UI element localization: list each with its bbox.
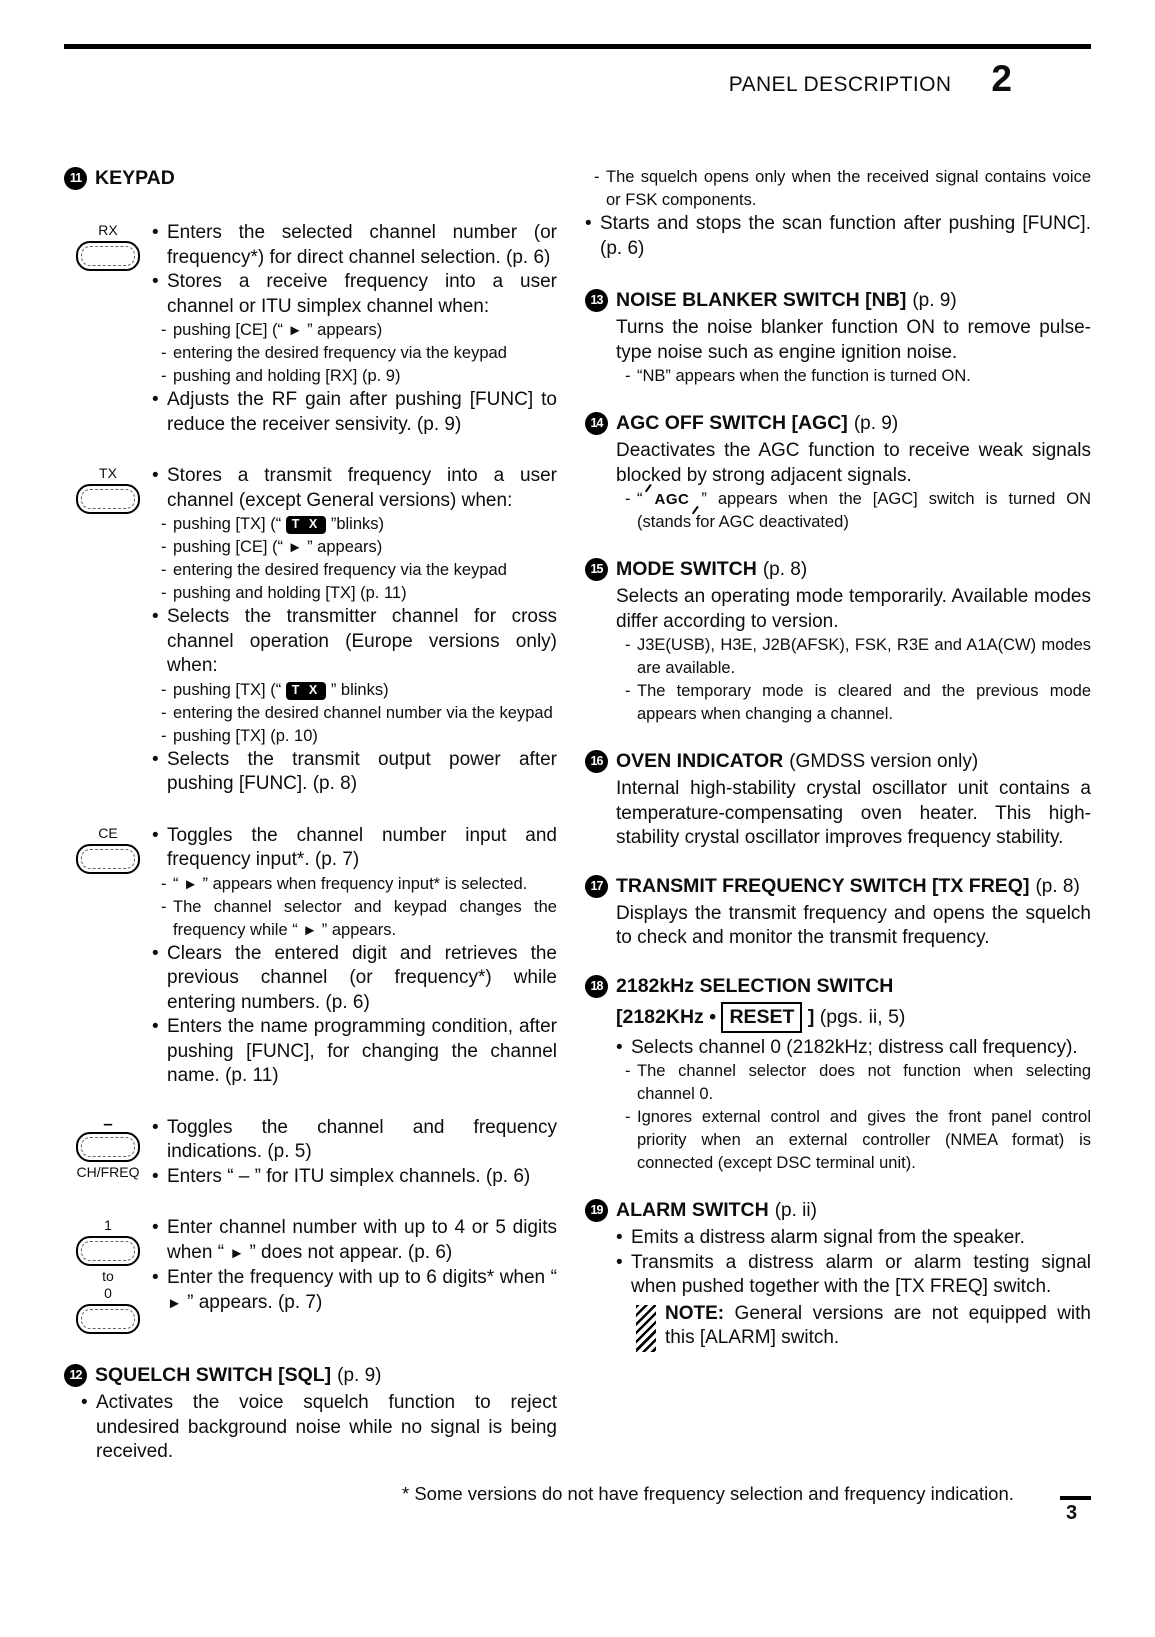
item-text bbox=[173, 582, 557, 605]
dash-marker: - bbox=[161, 680, 167, 699]
text-run: pushing [CE] (“ bbox=[173, 321, 288, 339]
keypad-row-text bbox=[152, 1216, 557, 1336]
text-run: “NB” appears when the function is turned ON. bbox=[637, 367, 971, 385]
text-run: Ignores external control and gives the front panel control priority when an external controller (NMEA format) is connected (except DSC terminal unit). bbox=[637, 1108, 1091, 1172]
text-run: ”blinks) bbox=[326, 515, 385, 533]
item-text bbox=[167, 1015, 557, 1089]
section-body bbox=[616, 777, 1091, 851]
list-item bbox=[616, 777, 1091, 851]
item-text bbox=[173, 319, 557, 342]
text-run: Adjusts the RF gain after pushing [FUNC] to reduce the receiver sensivity. (p. 9) bbox=[167, 389, 557, 435]
list-item bbox=[625, 1106, 1091, 1175]
list-item bbox=[616, 902, 1091, 951]
text-run: pushing [TX] (“ bbox=[173, 515, 286, 533]
dash-marker: - bbox=[161, 367, 167, 385]
item-text bbox=[631, 1036, 1091, 1061]
text-run: ” appears) bbox=[302, 538, 383, 556]
text-run: pushing [TX] (“ bbox=[173, 680, 286, 699]
dash-marker: - bbox=[594, 168, 600, 186]
section-heading bbox=[585, 874, 1091, 899]
section-heading bbox=[585, 288, 1091, 313]
item-text bbox=[173, 873, 557, 896]
list-item bbox=[152, 942, 557, 1016]
section-title: NOISE BLANKER SWITCH [NB] bbox=[616, 289, 907, 311]
page-number: 3 bbox=[1066, 1502, 1078, 1524]
list-item bbox=[152, 464, 557, 513]
numbered-section bbox=[585, 1198, 1091, 1352]
text-run: Selects the transmit output power after pushing [FUNC]. (p. 8) bbox=[167, 748, 557, 794]
keypad-row bbox=[64, 1216, 557, 1336]
list-item bbox=[161, 513, 557, 536]
section-page-ref: (p. 9) bbox=[853, 413, 899, 434]
arrow-right-indicator-icon: ► bbox=[167, 1294, 182, 1312]
list-item bbox=[152, 824, 557, 873]
bullet-marker: • bbox=[152, 222, 159, 243]
text-run: Activates the voice squelch function to reject undesired background noise while no signal is being received. bbox=[96, 1392, 557, 1462]
text-run: Selects the transmitter channel for cross channel operation (Europe versions only) when: bbox=[167, 606, 557, 676]
section-body bbox=[616, 902, 1091, 951]
header-rule bbox=[64, 44, 1091, 49]
item-text bbox=[167, 824, 557, 873]
list-item bbox=[161, 342, 557, 365]
bullet-marker: • bbox=[152, 1116, 159, 1138]
section-title: KEYPAD bbox=[95, 167, 175, 189]
item-text bbox=[167, 270, 557, 319]
key-label: CE bbox=[98, 824, 118, 841]
section-title: 2182kHz SELECTION SWITCH bbox=[616, 974, 894, 997]
text-run: entering the desired frequency via the keypad bbox=[173, 561, 507, 579]
item-text bbox=[96, 1391, 557, 1465]
list-item bbox=[616, 1251, 1091, 1300]
text-run: ” appears. (p. 7) bbox=[181, 1291, 323, 1313]
list-item bbox=[161, 319, 557, 342]
bullet-marker: • bbox=[152, 1165, 159, 1187]
text-run: Enters the name programming condition, after pushing [FUNC], for changing the channel name. (p. 11) bbox=[167, 1016, 557, 1086]
section-page-ref: (GMDSS version only) bbox=[789, 751, 979, 772]
text-run: Stores a transmit frequency into a user channel (except General versions) when: bbox=[167, 465, 557, 511]
item-number-badge: 15 bbox=[585, 558, 608, 581]
section-body bbox=[616, 1226, 1091, 1352]
ce-key-block bbox=[64, 824, 152, 1089]
dash-marker: - bbox=[161, 344, 167, 362]
keypad-row-text bbox=[152, 221, 557, 437]
item-text bbox=[167, 1216, 557, 1266]
text-run: The channel selector and keypad changes the frequency while “ bbox=[173, 897, 557, 939]
text-run: (pgs. ii, 5) bbox=[814, 1005, 906, 1028]
item-text bbox=[631, 1251, 1091, 1300]
numbered-section bbox=[585, 557, 1091, 726]
text-run: entering the desired frequency via the keypad bbox=[173, 344, 507, 362]
item-text bbox=[167, 748, 557, 797]
key-range-label: to bbox=[102, 1268, 114, 1284]
bullet-marker: • bbox=[585, 213, 592, 234]
list-item bbox=[625, 365, 1091, 388]
list-item bbox=[161, 702, 557, 725]
bullet-marker: • bbox=[152, 271, 159, 292]
dash-marker: - bbox=[625, 1062, 631, 1080]
text-run: entering the desired channel number via the keypad bbox=[173, 703, 553, 722]
ch-freq-key-block bbox=[64, 1113, 152, 1190]
text-run: Selects channel 0 (2182kHz; distress call frequency). bbox=[631, 1036, 1078, 1058]
section-title: ALARM SWITCH bbox=[616, 1199, 769, 1221]
page-header bbox=[729, 58, 1012, 100]
dash-marker: - bbox=[161, 321, 167, 339]
footnote: * Some versions do not have frequency selection and frequency indication. bbox=[402, 1483, 1014, 1504]
bold-text: ] bbox=[802, 1005, 815, 1028]
continued-items bbox=[585, 166, 1091, 261]
section-body bbox=[616, 585, 1091, 726]
text-run: ” appears) bbox=[302, 321, 383, 339]
item-text bbox=[637, 680, 1091, 726]
left-column bbox=[64, 166, 557, 1488]
dash-marker: - bbox=[161, 515, 167, 533]
tx-key-icon bbox=[76, 484, 140, 514]
ch-freq-key-icon bbox=[76, 1132, 140, 1162]
item-text bbox=[167, 388, 557, 437]
arrow-right-indicator-icon: ► bbox=[287, 322, 303, 339]
right-sections bbox=[585, 288, 1091, 1352]
numbered-section bbox=[585, 974, 1091, 1176]
text-run: Stores a receive frequency into a user channel or ITU simplex channel when: bbox=[167, 271, 557, 317]
bullet-marker: • bbox=[152, 1217, 159, 1238]
item-number-badge: 19 bbox=[585, 1199, 608, 1222]
list-item bbox=[152, 270, 557, 319]
arrow-right-indicator-icon: ► bbox=[229, 1244, 245, 1262]
item-text bbox=[167, 1116, 557, 1165]
list-item bbox=[152, 221, 557, 270]
note-hatch-icon bbox=[636, 1305, 656, 1352]
text-run: Toggles the channel number input and frequency input*. (p. 7) bbox=[167, 824, 557, 870]
list-item bbox=[616, 1226, 1091, 1251]
list-item bbox=[616, 439, 1091, 488]
section-body bbox=[616, 316, 1091, 388]
text-run: Emits a distress alarm signal from the speaker. bbox=[631, 1227, 1025, 1248]
page-number-rule bbox=[1060, 1496, 1091, 1500]
list-item bbox=[161, 536, 557, 559]
list-item bbox=[594, 166, 1091, 212]
item-text bbox=[665, 1302, 1091, 1352]
key-label: CH/FREQ bbox=[76, 1163, 140, 1180]
text-run: Enters the selected channel number (or frequency*) for direct channel selection. (p. 6) bbox=[167, 222, 557, 268]
dash-marker: - bbox=[625, 490, 631, 508]
item-number-badge: 11 bbox=[64, 167, 87, 190]
bullet-marker: • bbox=[152, 1016, 159, 1037]
text-run: Turns the noise blanker function ON to remove pulse-type noise such as engine ignition noise. bbox=[616, 317, 1091, 363]
ce-key-icon bbox=[76, 844, 140, 874]
text-run: pushing [TX] (p. 10) bbox=[173, 726, 318, 745]
item-text bbox=[173, 702, 557, 725]
text-run: Enter the frequency with up to 6 digits* when “ bbox=[167, 1267, 557, 1288]
text-run: Clears the entered digit and retrieves the previous channel (or frequency*) while entering numbers. (p. 6) bbox=[167, 942, 557, 1013]
text-run: ” appears when frequency input* is selected. bbox=[197, 874, 528, 893]
text-run: The squelch opens only when the received signal contains voice or FSK components. bbox=[606, 168, 1091, 209]
key-label: 1 bbox=[104, 1217, 112, 1233]
item-text bbox=[637, 634, 1091, 680]
item-text bbox=[637, 1106, 1091, 1175]
bullet-marker: • bbox=[152, 389, 159, 410]
text-run: Deactivates the AGC function to receive weak signals blocked by strong adjacent signals. bbox=[616, 440, 1091, 486]
text-run: Displays the transmit frequency and opens the squelch to check and monitor the transmit frequency. bbox=[616, 902, 1091, 948]
section-heading bbox=[585, 411, 1091, 436]
note-item bbox=[636, 1302, 1091, 1352]
keypad-row-text bbox=[152, 824, 557, 1089]
list-item bbox=[152, 1165, 557, 1190]
list-item bbox=[161, 582, 557, 605]
bold-text: NOTE: bbox=[665, 1302, 725, 1324]
list-item bbox=[161, 725, 557, 748]
page-header-title: PANEL DESCRIPTION bbox=[728, 73, 952, 96]
list-item bbox=[625, 634, 1091, 680]
bullet-marker: • bbox=[152, 942, 159, 964]
section-page-ref: (p. 8) bbox=[1035, 875, 1080, 897]
numbered-section bbox=[64, 1363, 557, 1465]
text-run: Enter channel number with up to 4 or 5 digits when “ bbox=[167, 1217, 557, 1263]
text-run: Internal high-stability crystal oscillator unit contains a temperature-compensating oven heater. This high-stability crystal oscillator improves frequency stability. bbox=[616, 778, 1091, 848]
item-text bbox=[173, 559, 557, 582]
item-number-badge: 12 bbox=[64, 1364, 87, 1387]
text-run: “ bbox=[637, 490, 643, 508]
tx-key-block bbox=[64, 464, 152, 797]
key-label: 0 bbox=[104, 1285, 112, 1301]
list-item bbox=[161, 896, 557, 942]
digit-1-key-icon bbox=[76, 1236, 140, 1266]
bullet-marker: • bbox=[616, 1251, 623, 1273]
arrow-right-indicator-icon: ► bbox=[183, 875, 198, 893]
text-run: Enters “ – ” for ITU simplex channels. (p. 6) bbox=[167, 1165, 531, 1187]
section-title: MODE SWITCH bbox=[616, 558, 757, 580]
key-label: RX bbox=[98, 222, 118, 238]
section-title: AGC OFF SWITCH [AGC] bbox=[616, 412, 848, 434]
text-run: “ bbox=[173, 874, 184, 893]
dash-marker: - bbox=[161, 538, 167, 556]
keypad-row bbox=[64, 1113, 557, 1190]
item-text bbox=[616, 585, 1091, 634]
text-run: The temporary mode is cleared and the previous mode appears when changing a channel. bbox=[637, 682, 1091, 723]
bullet-marker: • bbox=[152, 1267, 159, 1288]
section-page-ref: (p. ii) bbox=[774, 1200, 817, 1221]
section-heading bbox=[585, 974, 1091, 999]
list-item bbox=[625, 488, 1091, 534]
section-heading-line2 bbox=[616, 1002, 1091, 1033]
text-run: Starts and stops the scan function after pushing [FUNC]. (p. 6) bbox=[600, 213, 1091, 259]
item-text bbox=[173, 679, 557, 702]
text-run: Toggles the channel and frequency indications. (p. 5) bbox=[167, 1116, 557, 1162]
item-number-badge: 14 bbox=[585, 412, 608, 435]
item-text bbox=[167, 464, 557, 513]
list-item bbox=[585, 212, 1091, 261]
text-run: ” appears. bbox=[317, 920, 397, 939]
item-text bbox=[173, 725, 557, 748]
bullet-marker: • bbox=[152, 606, 159, 627]
arrow-right-indicator-icon: ► bbox=[287, 539, 303, 556]
numbered-section bbox=[585, 288, 1091, 388]
item-number-badge: 13 bbox=[585, 289, 608, 312]
list-item bbox=[152, 388, 557, 437]
section-title: OVEN INDICATOR bbox=[616, 750, 784, 772]
list-item bbox=[152, 1266, 557, 1316]
text-run: ” does not appear. (p. 6) bbox=[244, 1241, 453, 1263]
bullet-marker: • bbox=[81, 1392, 88, 1413]
list-item bbox=[616, 316, 1091, 365]
item-text bbox=[173, 536, 557, 559]
list-item bbox=[616, 585, 1091, 634]
reset-key-label: RESET bbox=[721, 1002, 802, 1033]
list-item bbox=[161, 365, 557, 388]
list-item bbox=[161, 873, 557, 896]
text-run: Transmits a distress alarm or alarm testing signal when pushed together with the [TX FREQ] switch. bbox=[631, 1251, 1091, 1297]
list-item bbox=[161, 679, 557, 702]
text-run: pushing and holding [TX] (p. 11) bbox=[173, 584, 407, 602]
keypad-row bbox=[64, 464, 557, 797]
item-text bbox=[637, 1060, 1091, 1106]
digit-keys-block bbox=[64, 1216, 152, 1336]
numbered-section bbox=[585, 411, 1091, 534]
section-page-ref: (p. 9) bbox=[337, 1365, 382, 1386]
item-text bbox=[173, 365, 557, 388]
tx-indicator-badge: T X bbox=[286, 682, 326, 700]
item-text bbox=[616, 777, 1091, 851]
item-text bbox=[600, 212, 1091, 261]
text-run: Selects an operating mode temporarily. Available modes differ according to version. bbox=[616, 586, 1091, 632]
item-text bbox=[173, 342, 557, 365]
list-item bbox=[152, 748, 557, 797]
text-run: ” appears when the [AGC] switch is turned ON (stands for AGC deactivated) bbox=[637, 490, 1091, 531]
dash-marker: - bbox=[161, 703, 167, 722]
item-text bbox=[637, 365, 1091, 388]
dash-marker: - bbox=[625, 636, 631, 654]
text-run: The channel selector does not function when selecting channel 0. bbox=[637, 1062, 1091, 1103]
dash-marker: - bbox=[161, 584, 167, 602]
section-page-ref: (p. 8) bbox=[762, 559, 808, 580]
item-text bbox=[173, 896, 557, 942]
chapter-number: 2 bbox=[991, 58, 1012, 99]
bullet-marker: • bbox=[616, 1036, 623, 1058]
bullet-marker: • bbox=[152, 748, 159, 770]
list-item bbox=[161, 559, 557, 582]
dash-marker: - bbox=[161, 726, 167, 745]
section-title: TRANSMIT FREQUENCY SWITCH [TX FREQ] bbox=[616, 874, 1030, 897]
text-run: pushing and holding [RX] (p. 9) bbox=[173, 367, 401, 385]
rx-key-icon bbox=[76, 241, 140, 271]
section-heading bbox=[64, 1363, 557, 1388]
text-run: J3E(USB), H3E, J2B(AFSK), FSK, R3E and A1A(CW) modes are available. bbox=[637, 636, 1091, 677]
arrow-right-indicator-icon: ► bbox=[302, 921, 318, 939]
section-page-ref: (p. 9) bbox=[912, 290, 957, 311]
keypad-rows bbox=[64, 221, 557, 1336]
item-number-badge: 18 bbox=[585, 975, 608, 998]
list-item bbox=[152, 605, 557, 679]
key-label: TX bbox=[99, 465, 117, 481]
agc-indicator: AGC bbox=[655, 488, 690, 511]
item-text bbox=[616, 902, 1091, 951]
text-run: General versions are not equipped with this [ALARM] switch. bbox=[665, 1302, 1091, 1348]
dash-marker: - bbox=[161, 874, 167, 893]
list-item bbox=[625, 1060, 1091, 1106]
list-item bbox=[152, 1015, 557, 1089]
item-text bbox=[631, 1226, 1091, 1251]
keypad-row-text bbox=[152, 1116, 557, 1190]
list-item bbox=[81, 1391, 557, 1465]
section-heading bbox=[585, 749, 1091, 774]
item-number-badge: 16 bbox=[585, 750, 608, 773]
numbered-section bbox=[585, 874, 1091, 951]
section-body bbox=[81, 1391, 557, 1465]
list-item bbox=[625, 680, 1091, 726]
dash-marker: - bbox=[161, 897, 167, 916]
section-heading bbox=[585, 1198, 1091, 1223]
bullet-marker: • bbox=[152, 824, 159, 846]
item-text bbox=[167, 221, 557, 270]
text-run: pushing [CE] (“ bbox=[173, 538, 288, 556]
minus-key-label: – bbox=[103, 1113, 113, 1133]
section-body bbox=[616, 439, 1091, 534]
item-text bbox=[606, 166, 1091, 212]
squelch-section bbox=[64, 1363, 557, 1465]
dash-marker: - bbox=[625, 367, 631, 385]
bold-text: [2182KHz • bbox=[616, 1005, 722, 1028]
list-item bbox=[152, 1216, 557, 1266]
item-text bbox=[167, 1266, 557, 1316]
text-run: ” blinks) bbox=[326, 680, 389, 699]
list-item bbox=[152, 1116, 557, 1165]
bullet-marker: • bbox=[152, 465, 159, 486]
section-heading bbox=[585, 557, 1091, 582]
dash-marker: - bbox=[625, 682, 631, 700]
item-text bbox=[173, 513, 557, 536]
item-text bbox=[616, 316, 1091, 365]
item-text bbox=[167, 605, 557, 679]
rx-key-block bbox=[64, 221, 152, 437]
item-number-badge: 17 bbox=[585, 875, 608, 898]
digit-0-key-icon bbox=[76, 1304, 140, 1334]
bullet-marker: • bbox=[616, 1227, 623, 1248]
section-title: SQUELCH SWITCH [SQL] bbox=[95, 1364, 332, 1386]
item-text bbox=[167, 1165, 557, 1190]
section-body bbox=[616, 1036, 1091, 1176]
keypad-row-text bbox=[152, 464, 557, 797]
dash-marker: - bbox=[625, 1108, 631, 1126]
dash-marker: - bbox=[161, 561, 167, 579]
keypad-row bbox=[64, 221, 557, 437]
list-item bbox=[616, 1036, 1091, 1061]
numbered-section bbox=[585, 749, 1091, 851]
item-text bbox=[637, 488, 1091, 534]
item-text bbox=[616, 439, 1091, 488]
tx-indicator-badge: T X bbox=[286, 516, 326, 534]
item-text bbox=[167, 942, 557, 1016]
right-column bbox=[585, 166, 1091, 1375]
keypad-section-heading bbox=[64, 166, 557, 191]
keypad-row bbox=[64, 824, 557, 1089]
